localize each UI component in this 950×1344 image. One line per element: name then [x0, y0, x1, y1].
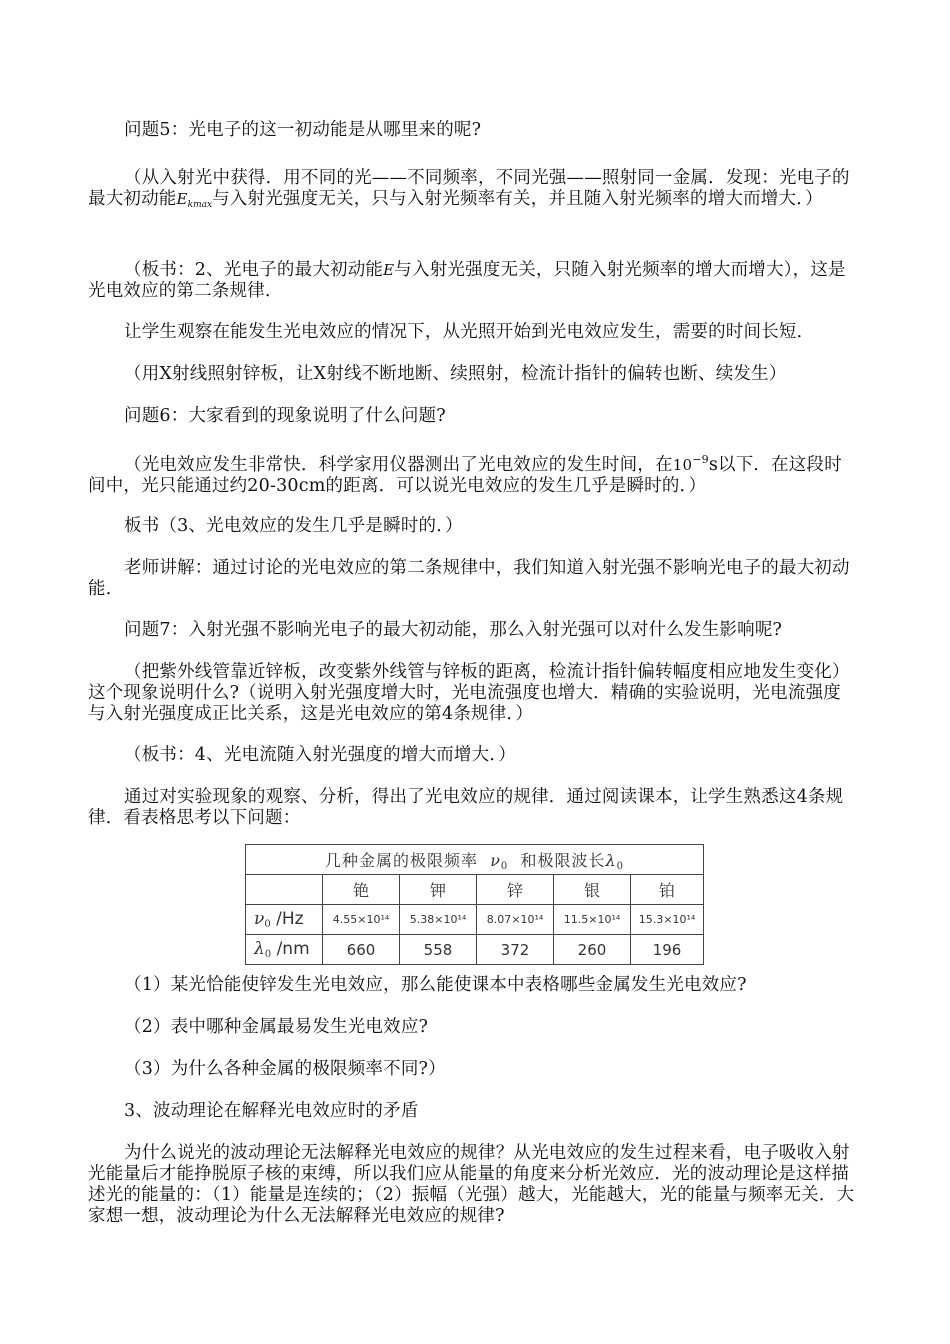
question-7: 问题7：入射光强不影响光电子的最大初动能，那么入射光强可以对什么发生影响呢?: [124, 620, 783, 640]
table-question-2: （2）表中哪种金属最易发生光电效应?: [124, 1017, 429, 1037]
xray-paragraph: （用X射线照射锌板，让X射线不断地断、续照射，检流计指针的偏转也断、续发生）: [124, 364, 787, 384]
e-symbol: E: [383, 261, 395, 279]
board-note-4: （板书：4、光电流随入射光强度的增大而增大．）: [124, 745, 516, 765]
metal-header: 铂: [631, 875, 704, 905]
answer-5-text-2: 与入射光强度无关，只与入射光频率有关，并且随入射光频率的增大而增大．）: [212, 189, 823, 209]
answer-5-text-1: （从入射光中获得．用不同的光——不同频率，不同光强——照射同一金属．发现：光电子的最大初动能: [88, 168, 850, 209]
metal-header: 钾: [400, 875, 477, 905]
section-3-heading: 3、波动理论在解释光电效应时的矛盾: [124, 1101, 419, 1121]
wavelength-cell: 260: [554, 935, 631, 965]
frequency-cell: 15.3×10¹⁴: [631, 905, 704, 935]
summary-paragraph: 通过对实验现象的观察、分析，得出了光电效应的规律．通过阅读课本，让学生熟悉这4条规律．看表格思考以下问题：: [88, 787, 844, 828]
wavelength-cell: 660: [323, 935, 400, 965]
board-note-2: （板书：2、光电子的最大初动能E与入射光强度无关，只随入射光频率的增大而增大），这是光电效应的第二条规律．: [88, 260, 846, 301]
frequency-row-header: ν0 /Hz: [246, 905, 323, 935]
teacher-explanation: 老师讲解：通过讨论的光电效应的第二条规律中，我们知道入射光强不影响光电子的最大初动能．: [88, 558, 850, 599]
answer-5: [88, 168, 858, 216]
wavelength-cell: 196: [631, 935, 704, 965]
table-question-1: （1）某光恰能使锌发生光电效应，那么能使课本中表格哪些金属发生光电效应?: [124, 975, 747, 995]
answer-6: （光电效应发生非常快．科学家用仪器测出了光电效应的发生时间，在$10^{-9}s$以下．在这段时间中，光只能通过约20-30cm的距离．可以说光电效应的发生几乎是瞬时的．）: [88, 453, 842, 496]
metal-threshold-table: [245, 844, 704, 965]
wavelength-cell: 372: [477, 935, 554, 965]
metal-header: 银: [554, 875, 631, 905]
question-6: 问题6：大家看到的现象说明了什么问题?: [124, 406, 446, 426]
frequency-cell: 5.38×10¹⁴: [400, 905, 477, 935]
observe-paragraph: 让学生观察在能发生光电效应的情况下，从光照开始到光电效应发生，需要的时间长短．: [124, 322, 815, 342]
ten-power-symbol: $10^{-9}$: [672, 453, 709, 474]
frequency-cell: 8.07×10¹⁴: [477, 905, 554, 935]
ekmax-symbol: $E_{kmax}$: [176, 190, 213, 210]
frequency-cell: 4.55×10¹⁴: [323, 905, 400, 935]
table-question-3: （3）为什么各种金属的极限频率不同?）: [124, 1059, 446, 1079]
wave-theory-paragraph: 为什么说光的波动理论无法解释光电效应的规律？从光电效应的发生过程来看，电子吸收入射光能量后才能挣脱原子核的束缚，所以我们应从能量的角度来分析光效应．光的波动理论是这样描述光的能量的：（1）能量是连续的；（2）振幅（光强）越大，光能越大，光的能量与频率无关．大家想一想，波动理论为什么无法解释光电效应的规律?: [88, 1143, 855, 1226]
metal-header: 铯: [323, 875, 400, 905]
board-note-3: 板书（3、光电效应的发生几乎是瞬时的．）: [124, 516, 463, 536]
answer-7: （把紫外线管靠近锌板，改变紫外线管与锌板的距离，检流计指针偏转幅度相应地发生变化）这个现象说明什么?（说明入射光强度增大时，光电流强度也增大．精确的实验说明，光电流强度与入射光强度成正比关系，这是光电效应的第4条规律．）: [88, 662, 850, 724]
wavelength-row-header: λ0 /nm: [246, 935, 323, 965]
question-5: 问题5：光电子的这一初动能是从哪里来的呢?: [124, 120, 482, 140]
table-corner: [246, 875, 323, 905]
wavelength-cell: 558: [400, 935, 477, 965]
frequency-cell: 11.5×10¹⁴: [554, 905, 631, 935]
table-caption: 几种金属的极限频率 ν0 和极限波长λ0: [246, 845, 704, 875]
metal-header: 锌: [477, 875, 554, 905]
